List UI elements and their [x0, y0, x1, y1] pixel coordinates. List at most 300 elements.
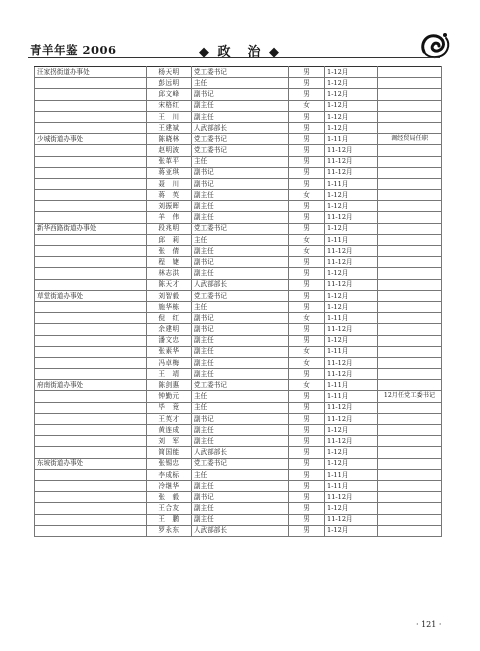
unit-cell: 汪家拐街道办事处 — [35, 67, 147, 78]
title-cell: 主任 — [192, 469, 289, 480]
name-cell: 张 毅 — [147, 492, 192, 503]
table-row — [35, 212, 442, 223]
personnel-table-body — [35, 67, 442, 537]
note-cell — [378, 335, 442, 346]
table-row — [35, 380, 442, 391]
name-cell: 冷继华 — [147, 480, 192, 491]
title-cell: 副书记 — [192, 313, 289, 324]
period-cell: 1-11月 — [325, 380, 378, 391]
unit-cell — [35, 447, 147, 458]
name-cell: 羊 伟 — [147, 212, 192, 223]
sex-cell: 男 — [289, 268, 325, 279]
title-cell: 副书记 — [192, 492, 289, 503]
sex-cell: 男 — [289, 492, 325, 503]
title-cell: 人武部部长 — [192, 279, 289, 290]
sex-cell: 男 — [289, 178, 325, 189]
note-cell — [378, 436, 442, 447]
name-cell: 罗永东 — [147, 525, 192, 536]
note-cell — [378, 246, 442, 257]
period-cell: 1-12月 — [325, 458, 378, 469]
table-row — [35, 290, 442, 301]
period-cell: 1-11月 — [325, 313, 378, 324]
note-cell — [378, 100, 442, 111]
table-row — [35, 178, 442, 189]
sex-cell: 男 — [289, 89, 325, 100]
note-cell — [378, 480, 442, 491]
unit-cell — [35, 357, 147, 368]
note-cell — [378, 257, 442, 268]
note-cell — [378, 145, 442, 156]
title-cell: 副主任 — [192, 357, 289, 368]
period-cell: 11-12月 — [325, 246, 378, 257]
period-cell: 1-12月 — [325, 447, 378, 458]
period-cell: 1-11月 — [325, 346, 378, 357]
sex-cell: 男 — [289, 480, 325, 491]
sex-cell: 男 — [289, 514, 325, 525]
unit-cell — [35, 201, 147, 212]
period-cell: 1-12月 — [325, 503, 378, 514]
note-cell — [378, 190, 442, 201]
unit-cell — [35, 100, 147, 111]
table-row — [35, 111, 442, 122]
unit-cell: 东坡街道办事处 — [35, 458, 147, 469]
sex-cell: 男 — [289, 525, 325, 536]
sex-cell: 男 — [289, 503, 325, 514]
note-cell — [378, 67, 442, 78]
table-row — [35, 447, 442, 458]
period-cell: 11-12月 — [325, 257, 378, 268]
title-cell: 副主任 — [192, 190, 289, 201]
sex-cell: 女 — [289, 190, 325, 201]
unit-cell — [35, 178, 147, 189]
sex-cell: 男 — [289, 257, 325, 268]
title-cell: 副书记 — [192, 178, 289, 189]
table-row — [35, 402, 442, 413]
title-cell: 主任 — [192, 234, 289, 245]
title-cell: 副主任 — [192, 212, 289, 223]
unit-cell — [35, 525, 147, 536]
period-cell: 1-11月 — [325, 469, 378, 480]
period-cell: 1-12月 — [325, 122, 378, 133]
table-row — [35, 100, 442, 111]
unit-cell — [35, 480, 147, 491]
period-cell: 1-12月 — [325, 268, 378, 279]
period-cell: 11-12月 — [325, 279, 378, 290]
sex-cell: 男 — [289, 402, 325, 413]
period-cell: 11-12月 — [325, 324, 378, 335]
sex-cell: 男 — [289, 301, 325, 312]
name-cell: 王英才 — [147, 413, 192, 424]
unit-cell — [35, 279, 147, 290]
sex-cell: 男 — [289, 223, 325, 234]
unit-cell — [35, 413, 147, 424]
unit-cell: 府南街道办事处 — [35, 380, 147, 391]
table-row — [35, 301, 442, 312]
note-cell — [378, 413, 442, 424]
unit-cell — [35, 234, 147, 245]
unit-cell — [35, 514, 147, 525]
name-cell: 蒋 英 — [147, 190, 192, 201]
name-cell: 程 婕 — [147, 257, 192, 268]
unit-cell — [35, 89, 147, 100]
period-cell: 11-12月 — [325, 357, 378, 368]
page-number: · 121 · — [416, 620, 442, 629]
note-cell — [378, 212, 442, 223]
title-cell: 人武部部长 — [192, 447, 289, 458]
sex-cell: 男 — [289, 78, 325, 89]
title-cell: 副主任 — [192, 436, 289, 447]
title-cell: 副主任 — [192, 335, 289, 346]
sex-cell: 男 — [289, 122, 325, 133]
table-row — [35, 67, 442, 78]
unit-cell — [35, 425, 147, 436]
table-row — [35, 357, 442, 368]
name-cell: 陈剑惠 — [147, 380, 192, 391]
note-cell — [378, 290, 442, 301]
title-cell: 副书记 — [192, 257, 289, 268]
period-cell: 1-11月 — [325, 134, 378, 145]
note-cell — [378, 324, 442, 335]
unit-cell — [35, 369, 147, 380]
note-cell — [378, 156, 442, 167]
period-cell: 1-12月 — [325, 290, 378, 301]
sex-cell: 女 — [289, 380, 325, 391]
name-cell: 邱文峰 — [147, 89, 192, 100]
title-cell: 党工委书记 — [192, 145, 289, 156]
note-cell — [378, 167, 442, 178]
table-row — [35, 514, 442, 525]
name-cell: 蒋亚琪 — [147, 167, 192, 178]
unit-cell — [35, 111, 147, 122]
table-row — [35, 335, 442, 346]
period-cell: 1-11月 — [325, 391, 378, 402]
period-cell: 1-12月 — [325, 190, 378, 201]
table-row — [35, 458, 442, 469]
title-cell: 主任 — [192, 402, 289, 413]
note-cell — [378, 357, 442, 368]
note-cell — [378, 201, 442, 212]
unit-cell: 草堂街道办事处 — [35, 290, 147, 301]
unit-cell — [35, 402, 147, 413]
name-cell: 张 倩 — [147, 246, 192, 257]
name-cell: 王建斌 — [147, 122, 192, 133]
table-row — [35, 391, 442, 402]
table-row — [35, 156, 442, 167]
sex-cell: 女 — [289, 346, 325, 357]
period-cell: 11-12月 — [325, 212, 378, 223]
sex-cell: 男 — [289, 167, 325, 178]
unit-cell — [35, 246, 147, 257]
title-cell: 党工委书记 — [192, 67, 289, 78]
name-cell: 邱 莉 — [147, 234, 192, 245]
note-cell — [378, 525, 442, 536]
unit-cell — [35, 503, 147, 514]
unit-cell — [35, 78, 147, 89]
table-row — [35, 78, 442, 89]
title-cell: 人武部部长 — [192, 122, 289, 133]
period-cell: 11-12月 — [325, 369, 378, 380]
sex-cell: 女 — [289, 100, 325, 111]
sex-cell: 男 — [289, 111, 325, 122]
unit-cell — [35, 257, 147, 268]
sex-cell: 男 — [289, 212, 325, 223]
note-cell: 调经贸局任职 — [378, 134, 442, 145]
note-cell — [378, 346, 442, 357]
period-cell: 11-12月 — [325, 402, 378, 413]
unit-cell — [35, 492, 147, 503]
name-cell: 聂 川 — [147, 178, 192, 189]
title-cell: 副主任 — [192, 201, 289, 212]
name-cell: 刘振晖 — [147, 201, 192, 212]
sex-cell: 男 — [289, 469, 325, 480]
note-cell — [378, 234, 442, 245]
table-row — [35, 257, 442, 268]
note-cell — [378, 268, 442, 279]
note-cell — [378, 369, 442, 380]
personnel-table — [34, 66, 442, 537]
name-cell: 钟勤元 — [147, 391, 192, 402]
unit-cell — [35, 122, 147, 133]
note-cell — [378, 223, 442, 234]
table-row — [35, 480, 442, 491]
period-cell: 1-12月 — [325, 425, 378, 436]
title-cell: 党工委书记 — [192, 380, 289, 391]
unit-cell — [35, 436, 147, 447]
title-cell: 副主任 — [192, 480, 289, 491]
sex-cell: 男 — [289, 201, 325, 212]
table-row — [35, 89, 442, 100]
name-cell: 宋格红 — [147, 100, 192, 111]
unit-cell — [35, 212, 147, 223]
period-cell: 1-12月 — [325, 223, 378, 234]
name-cell: 杨天明 — [147, 67, 192, 78]
period-cell: 11-12月 — [325, 413, 378, 424]
title-cell: 党工委书记 — [192, 458, 289, 469]
note-cell — [378, 279, 442, 290]
note-cell — [378, 402, 442, 413]
title-cell: 主任 — [192, 78, 289, 89]
note-cell — [378, 458, 442, 469]
note-cell — [378, 469, 442, 480]
name-cell: 简国能 — [147, 447, 192, 458]
note-cell — [378, 178, 442, 189]
sex-cell: 女 — [289, 246, 325, 257]
book-title: 青羊年鉴 2006 — [30, 43, 117, 57]
sex-cell: 男 — [289, 134, 325, 145]
note-cell — [378, 313, 442, 324]
note-cell — [378, 492, 442, 503]
unit-cell — [35, 346, 147, 357]
period-cell: 1-12月 — [325, 201, 378, 212]
period-cell: 11-12月 — [325, 436, 378, 447]
period-cell: 1-12月 — [325, 89, 378, 100]
table-row — [35, 425, 442, 436]
unit-cell — [35, 167, 147, 178]
title-cell: 党工委书记 — [192, 290, 289, 301]
name-cell: 王 鹏 — [147, 514, 192, 525]
sex-cell: 男 — [289, 324, 325, 335]
page-header — [0, 0, 480, 60]
sex-cell: 男 — [289, 335, 325, 346]
sex-cell: 男 — [289, 413, 325, 424]
unit-cell — [35, 268, 147, 279]
title-cell: 副主任 — [192, 425, 289, 436]
table-row — [35, 167, 442, 178]
unit-cell — [35, 156, 147, 167]
sex-cell: 男 — [289, 447, 325, 458]
title-cell: 副主任 — [192, 346, 289, 357]
table-row — [35, 223, 442, 234]
title-cell: 副主任 — [192, 268, 289, 279]
title-cell: 党工委书记 — [192, 223, 289, 234]
sex-cell: 女 — [289, 357, 325, 368]
unit-cell — [35, 391, 147, 402]
title-cell: 主任 — [192, 301, 289, 312]
sex-cell: 女 — [289, 313, 325, 324]
header-rule — [28, 57, 440, 58]
period-cell: 1-12月 — [325, 78, 378, 89]
table-row — [35, 469, 442, 480]
unit-cell — [35, 335, 147, 346]
name-cell: 黄连成 — [147, 425, 192, 436]
sex-cell: 男 — [289, 391, 325, 402]
title-cell: 人武部部长 — [192, 525, 289, 536]
unit-cell — [35, 301, 147, 312]
table-row — [35, 122, 442, 133]
name-cell: 余建明 — [147, 324, 192, 335]
sex-cell: 男 — [289, 458, 325, 469]
unit-cell — [35, 324, 147, 335]
name-cell: 毕 竟 — [147, 402, 192, 413]
sex-cell: 男 — [289, 436, 325, 447]
name-cell: 林志洪 — [147, 268, 192, 279]
yearbook-logo-icon — [418, 30, 452, 60]
sex-cell: 女 — [289, 234, 325, 245]
name-cell: 王 川 — [147, 111, 192, 122]
title-cell: 副书记 — [192, 167, 289, 178]
period-cell: 1-12月 — [325, 301, 378, 312]
note-cell: 12月任党工委书记 — [378, 391, 442, 402]
name-cell: 冯卓梅 — [147, 357, 192, 368]
table-row — [35, 234, 442, 245]
name-cell: 倪 红 — [147, 313, 192, 324]
period-cell: 1-12月 — [325, 67, 378, 78]
table-row — [35, 525, 442, 536]
name-cell: 彭远明 — [147, 78, 192, 89]
title-cell: 副书记 — [192, 324, 289, 335]
name-cell: 段兆明 — [147, 223, 192, 234]
sex-cell: 男 — [289, 290, 325, 301]
period-cell: 1-12月 — [325, 335, 378, 346]
note-cell — [378, 514, 442, 525]
title-cell: 副主任 — [192, 369, 289, 380]
note-cell — [378, 447, 442, 458]
name-cell: 陈天才 — [147, 279, 192, 290]
name-cell: 施华栋 — [147, 301, 192, 312]
title-cell: 副书记 — [192, 413, 289, 424]
note-cell — [378, 78, 442, 89]
title-cell: 副主任 — [192, 111, 289, 122]
note-cell — [378, 503, 442, 514]
sex-cell: 男 — [289, 279, 325, 290]
period-cell: 11-12月 — [325, 492, 378, 503]
note-cell — [378, 425, 442, 436]
table-row — [35, 268, 442, 279]
title-cell: 副书记 — [192, 89, 289, 100]
table-row — [35, 190, 442, 201]
table-row — [35, 324, 442, 335]
note-cell — [378, 380, 442, 391]
title-cell: 主任 — [192, 391, 289, 402]
period-cell: 1-12月 — [325, 525, 378, 536]
period-cell: 11-12月 — [325, 145, 378, 156]
name-cell: 刘智毅 — [147, 290, 192, 301]
period-cell: 1-11月 — [325, 234, 378, 245]
table-row — [35, 503, 442, 514]
table-row — [35, 201, 442, 212]
sex-cell: 男 — [289, 156, 325, 167]
note-cell — [378, 89, 442, 100]
title-cell: 副主任 — [192, 100, 289, 111]
title-cell: 副主任 — [192, 503, 289, 514]
name-cell: 李成标 — [147, 469, 192, 480]
note-cell — [378, 111, 442, 122]
period-cell: 1-11月 — [325, 178, 378, 189]
period-cell: 11-12月 — [325, 514, 378, 525]
note-cell — [378, 122, 442, 133]
name-cell: 陈晓林 — [147, 134, 192, 145]
title-cell: 党工委书记 — [192, 134, 289, 145]
table-row — [35, 492, 442, 503]
period-cell: 1-11月 — [325, 480, 378, 491]
section-title: ◆ 政 治 ◆ — [198, 45, 282, 60]
note-cell — [378, 301, 442, 312]
sex-cell: 男 — [289, 369, 325, 380]
name-cell: 张素华 — [147, 346, 192, 357]
table-row — [35, 145, 442, 156]
table-row — [35, 313, 442, 324]
unit-cell: 新华西路街道办事处 — [35, 223, 147, 234]
unit-cell: 少城街道办事处 — [35, 134, 147, 145]
unit-cell — [35, 190, 147, 201]
period-cell: 1-12月 — [325, 111, 378, 122]
unit-cell — [35, 469, 147, 480]
name-cell: 王 靖 — [147, 369, 192, 380]
table-row — [35, 413, 442, 424]
name-cell: 赵明波 — [147, 145, 192, 156]
table-row — [35, 369, 442, 380]
name-cell: 潘文忠 — [147, 335, 192, 346]
name-cell: 张革平 — [147, 156, 192, 167]
table-row — [35, 279, 442, 290]
period-cell: 1-12月 — [325, 100, 378, 111]
sex-cell: 男 — [289, 145, 325, 156]
title-cell: 主任 — [192, 156, 289, 167]
unit-cell — [35, 313, 147, 324]
table-row — [35, 346, 442, 357]
table-row — [35, 246, 442, 257]
sex-cell: 男 — [289, 425, 325, 436]
period-cell: 11-12月 — [325, 167, 378, 178]
title-cell: 副主任 — [192, 514, 289, 525]
title-cell: 副主任 — [192, 246, 289, 257]
table-row — [35, 134, 442, 145]
name-cell: 刘 军 — [147, 436, 192, 447]
period-cell: 11-12月 — [325, 156, 378, 167]
unit-cell — [35, 145, 147, 156]
name-cell: 王合友 — [147, 503, 192, 514]
name-cell: 张锡忠 — [147, 458, 192, 469]
